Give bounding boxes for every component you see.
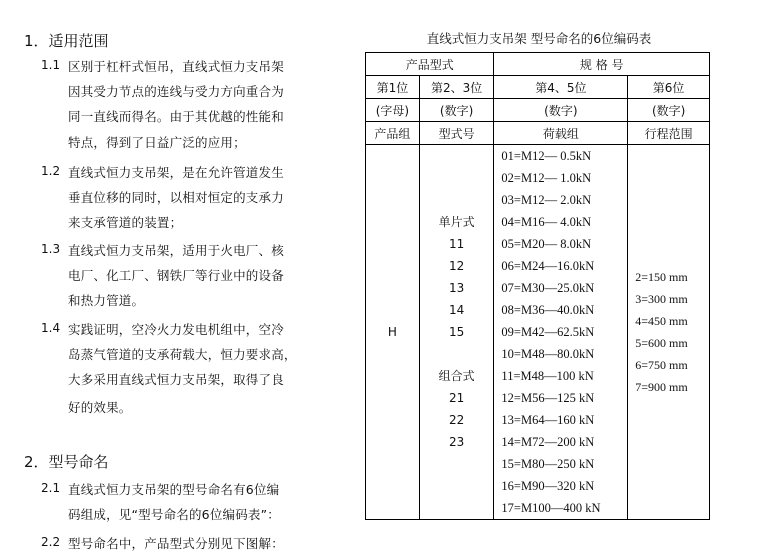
item-number: 1.4: [41, 321, 61, 335]
header-cell: 行程范围: [628, 122, 710, 145]
load-item: 06=M24—16.0kN: [501, 259, 595, 273]
header-cell: 产品组: [366, 122, 420, 145]
stroke-item: 4=450 mm: [635, 314, 688, 328]
header-cell: (数字): [419, 99, 494, 122]
header-cell: (数字): [494, 99, 628, 122]
load-item: 17=M100—400 kN: [501, 501, 601, 515]
text-line: 直线式恒力支吊架，是在允许管道发生: [68, 165, 284, 180]
load-item: 11=M48—100 kN: [501, 369, 594, 383]
type-code-item: 11: [448, 237, 465, 251]
type-code-item: 15: [448, 325, 465, 339]
section2-heading: 2．型号命名: [24, 453, 109, 471]
type-code-list: [420, 211, 494, 453]
load-item: 12=M56—125 kN: [501, 391, 595, 405]
stroke-range-cell: [628, 145, 710, 520]
text-line: 来支承管道的装置；: [68, 215, 183, 230]
header-row: [366, 76, 710, 99]
load-item: 13=M64—160 kN: [501, 413, 595, 427]
section1-heading: 1．适用范围: [24, 32, 109, 50]
load-item: 07=M30—25.0kN: [501, 281, 595, 295]
header-cell: 第6位: [628, 76, 710, 99]
item-number: 2.2: [41, 535, 61, 549]
header-cell: 第2、3位: [419, 76, 494, 99]
stroke-item: 2=150 mm: [635, 270, 688, 284]
item-number: 2.1: [41, 481, 61, 495]
text-line: 岛蒸气管道的支承荷载大，恒力要求高，: [68, 347, 297, 362]
type-code-item: 组合式: [438, 369, 475, 383]
type-code-item: 23: [448, 435, 465, 449]
text-line: 区别于杠杆式恒吊，直线式恒力支吊架: [68, 59, 284, 74]
text-line: 型号命名中，产品型式分别见下图解：: [68, 536, 284, 551]
item-number: 1.1: [41, 58, 61, 72]
text-line: 直线式恒力支吊架的型号命名有6位编: [68, 482, 280, 497]
table-title: 直线式恒力支吊架 型号命名的6位编码表: [426, 31, 652, 46]
text-line: 电厂、化工厂、钢铁厂等行业中的设备: [68, 268, 284, 283]
type-code-cell: [419, 145, 494, 520]
type-code-item: [420, 343, 494, 365]
item-number: 1.3: [41, 242, 61, 256]
type-code-item: 13: [448, 281, 465, 295]
stroke-item: 5=600 mm: [635, 336, 688, 350]
stroke-item: 6=750 mm: [635, 358, 688, 372]
header-row: [366, 122, 710, 145]
text-line: 垂直位移的同时，以相对恒定的支承力: [68, 190, 284, 205]
text-line: 和热力管道。: [68, 293, 145, 308]
type-code-item: 22: [448, 413, 465, 427]
load-item: 04=M16— 4.0kN: [501, 215, 592, 229]
header-spec-number: 规 格 号: [494, 53, 710, 76]
load-item: 15=M80—250 kN: [501, 457, 595, 471]
load-item: 16=M90—320 kN: [501, 479, 595, 493]
header-cell: (字母): [366, 99, 420, 122]
type-code-item: 12: [448, 259, 465, 273]
text-line: 特点，得到了日益广泛的应用；: [68, 135, 246, 150]
type-code-item: 14: [448, 303, 465, 317]
text-line: 码组成，见“型号命名的6位编码表”：: [68, 507, 281, 522]
text-line: 因其受力节点的连线与受力方向重合为: [68, 84, 284, 99]
load-item: 05=M20— 8.0kN: [501, 237, 592, 251]
load-item: 09=M42—62.5kN: [501, 325, 595, 339]
text-line: 实践证明，空冷火力发电机组中，空冷: [68, 322, 284, 337]
load-item: 03=M12— 2.0kN: [501, 193, 592, 207]
header-row: [366, 53, 710, 76]
header-row: [366, 99, 710, 122]
product-group-cell: H: [366, 145, 420, 520]
text-line: 大多采用直线式恒力支吊架，取得了良: [68, 372, 284, 387]
coding-table: [365, 52, 710, 520]
header-cell: 第1位: [366, 76, 420, 99]
load-item: 02=M12— 1.0kN: [501, 171, 592, 185]
header-cell: (数字): [628, 99, 710, 122]
header-cell: 荷载组: [494, 122, 628, 145]
text-line: 好的效果。: [68, 400, 132, 415]
load-item: 14=M72—200 kN: [501, 435, 595, 449]
load-item: 10=M48—80.0kN: [501, 347, 595, 361]
header-cell: 第4、5位: [494, 76, 628, 99]
type-code-item: 21: [448, 391, 465, 405]
load-group-cell: [494, 145, 628, 520]
item-number: 1.2: [41, 164, 61, 178]
text-line: 直线式恒力支吊架，适用于火电厂、核: [68, 243, 284, 258]
stroke-item: 3=300 mm: [635, 292, 688, 306]
load-item: 08=M36—40.0kN: [501, 303, 595, 317]
table-body-row: [366, 145, 710, 520]
stroke-item: 7=900 mm: [635, 380, 688, 394]
type-code-item: 单片式: [438, 215, 475, 229]
text-line: 同一直线而得名。由于其优越的性能和: [68, 109, 284, 124]
load-item: 01=M12— 0.5kN: [501, 149, 592, 163]
header-product-type: 产品型式: [366, 53, 494, 76]
header-cell: 型式号: [419, 122, 494, 145]
